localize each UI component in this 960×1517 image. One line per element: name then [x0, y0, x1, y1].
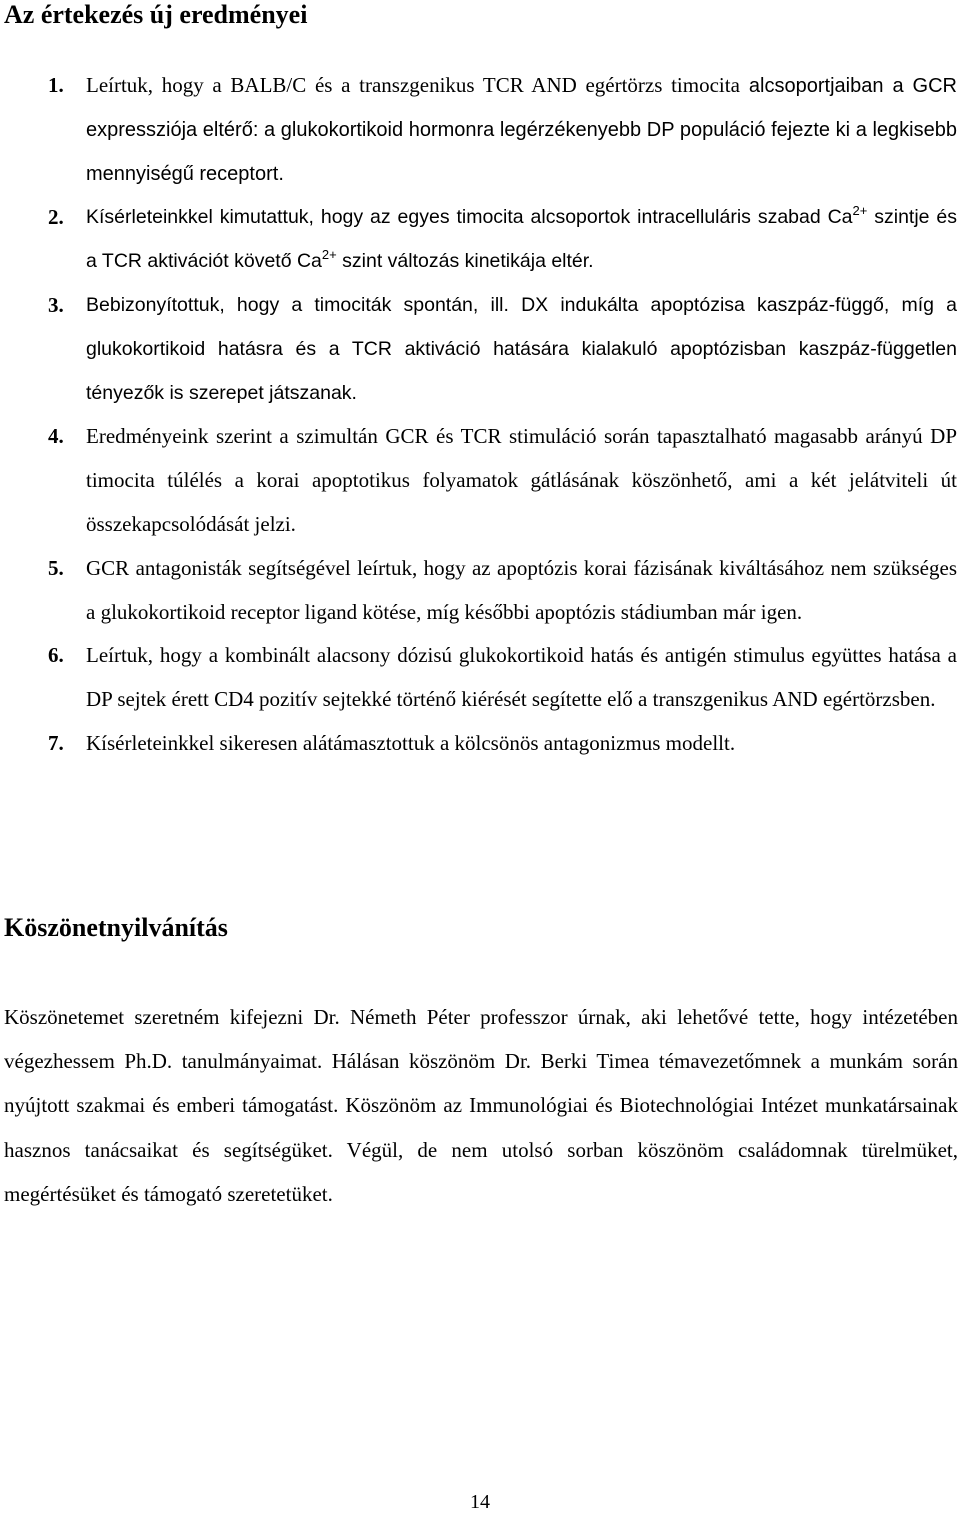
result-number-7: 7.: [48, 730, 64, 755]
result-text-3: Bebizonyítottuk, hogy a timociták spontán, ill. DX indukálta apoptózisa kaszpáz-függő, míg a glukokortikoid hatásra és a TCR aktiváció hatására kialakuló apoptózisban kaszpáz-független tényezők is szerepet játszanak.: [86, 293, 957, 404]
section-title: Az értekezés új eredményei: [4, 0, 308, 29]
result-text-7: Kísérleteinkkel sikeresen alátámasztottuk a kölcsönös antagonizmus modellt.: [86, 730, 736, 755]
result-text-1: [86, 64, 957, 196]
result-item-7: [0, 722, 960, 766]
result-item-2: [0, 196, 960, 284]
result-text-2: [86, 196, 957, 284]
results-list: [0, 64, 960, 766]
result-text-5: GCR antagonisták segítségével leírtuk, hogy az apoptózis korai fázisának kiváltásához nem szükséges a glukokortikoid receptor ligand kötése, míg későbbi apoptózis stádiumban már igen.: [86, 555, 957, 624]
result-text-2-part-c: szint változás kinetikája eltér.: [336, 250, 594, 273]
result-number-6: 6.: [48, 643, 64, 668]
result-text-6: Leírtuk, hogy a kombinált alacsony dózisú glukokortikoid hatás és antigén stimulus együttes hatása a DP sejtek érett CD4 pozitív sejtekké történő kiérését segítette elő a transzgenikus AND egértörzsben.: [86, 643, 957, 712]
result-item-5: [0, 547, 960, 635]
result-item-3: [0, 284, 960, 415]
result-item-4: [0, 415, 960, 546]
acknowledgements-title: Köszönetnyilvánítás: [4, 913, 228, 942]
calcium-charge-superscript: 2+: [852, 203, 868, 219]
calcium-charge-superscript: 2+: [321, 247, 337, 263]
result-text-1-rest: alcsoportjaiban a GCR expressziója eltérő: a glukokortikoid hormonra legérzékenyebb DP populáció fejezte ki a legkisebb mennyiségű receptort.: [86, 75, 957, 185]
result-text-4: Eredményeink szerint a szimultán GCR és TCR stimuláció során tapasztalható magasabb arányú DP timocita túlélés a korai apoptotikus folyamatok gátlásának köszönhető, ami a két jelátviteli út összekapcsolódását jelzi.: [86, 424, 957, 536]
result-text-2-part-b: szintje és a TCR aktivációt követő Ca: [86, 206, 958, 273]
page-number: 14: [470, 1491, 490, 1513]
result-number-4: 4.: [48, 424, 64, 449]
result-number-5: 5.: [48, 555, 64, 580]
result-item-6: [0, 634, 960, 722]
result-number-1: 1.: [48, 73, 64, 97]
result-number-2: 2.: [48, 205, 64, 230]
result-text-2-part-a: Kísérleteinkkel kimutattuk, hogy az egyes timocita alcsoportok intracelluláris szabad Ca: [86, 206, 853, 229]
result-number-3: 3.: [48, 292, 64, 317]
result-item-1: [0, 64, 960, 196]
acknowledgements-paragraph: Köszönetemet szeretném kifejezni Dr. Németh Péter professzor úrnak, aki lehetővé tette, hogy intézetében végezhessem Ph.D. tanulmányaimat. Hálásan köszönöm Dr. Berki Timea témavezetőmnek a munkám során nyújtott szakmai és emberi támogatást. Köszönöm az Immunológiai és Biotechnológiai Intézet munkatársainak hasznos tanácsaikat és segítségüket. Végül, de nem utolsó sorban köszönöm családomnak türelmüket, megértésüket és támogató szeretetüket.: [4, 1005, 958, 1206]
result-text-1-line1: Leírtuk, hogy a BALB/C és a transzgenikus TCR AND egértörzs timocita: [86, 73, 740, 97]
